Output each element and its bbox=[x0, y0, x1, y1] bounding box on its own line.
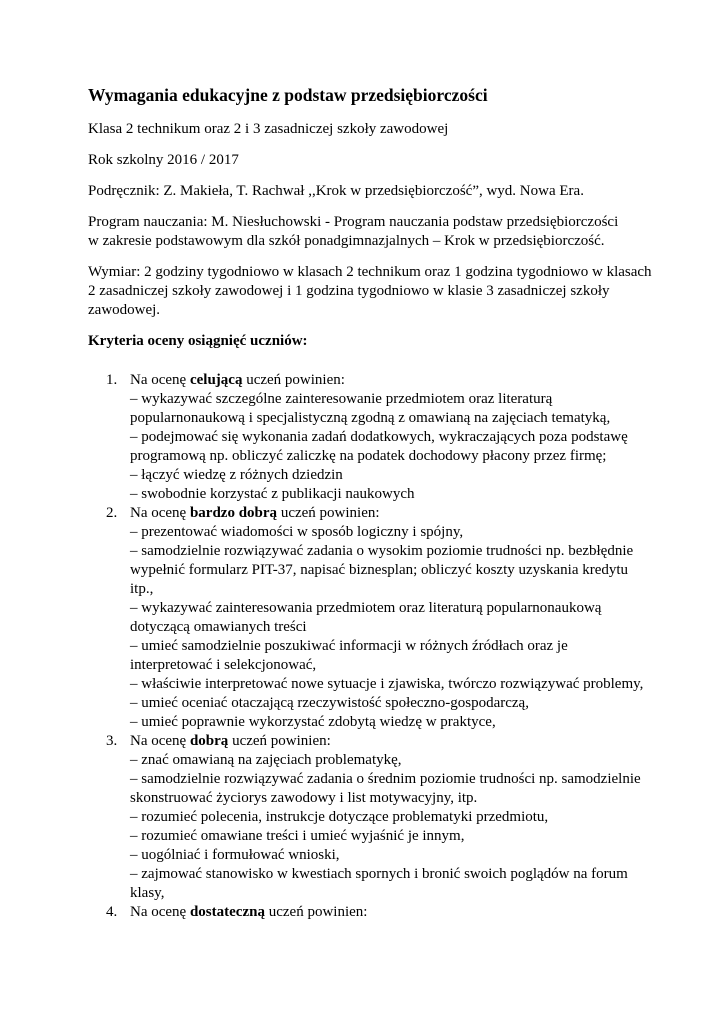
text-line: w zakresie podstawowym dla szkół ponadgimnazjalnych – Krok w przedsiębiorczość. bbox=[88, 233, 605, 249]
requirement-line: dotyczącą omawianych treści bbox=[130, 619, 307, 635]
criteria-item bbox=[88, 732, 648, 903]
requirement-line: – podejmować się wykonania zadań dodatkowych, wykraczających poza podstawę bbox=[130, 429, 628, 445]
requirement-line: – samodzielnie rozwiązywać zadania o średnim poziomie trudności np. samodzielnie bbox=[130, 771, 641, 787]
criteria-lead bbox=[130, 903, 648, 922]
criteria-list bbox=[88, 371, 648, 922]
requirement-line: interpretować i selekcjonować, bbox=[130, 657, 317, 673]
requirement-line: – wykazywać zainteresowania przedmiotem oraz literaturą popularnonaukową bbox=[130, 600, 602, 616]
list-number: 3. bbox=[106, 733, 118, 749]
document-title: Wymagania edukacyjne z podstaw przedsiębiorczości bbox=[88, 85, 488, 105]
requirement-line: – rozumieć polecenia, instrukcje dotyczące problematyki przedmiotu, bbox=[130, 809, 549, 825]
requirement-line: – właściwie interpretować nowe sytuacje i zjawiska, twórczo rozwiązywać problemy, bbox=[130, 676, 644, 692]
requirement-line: klasy, bbox=[130, 885, 165, 901]
lead-suffix: uczeń powinien: bbox=[264, 904, 368, 920]
class-info bbox=[88, 120, 648, 139]
grade-name: bardzo dobrą bbox=[189, 505, 278, 521]
requirement-line: – wykazywać szczególne zainteresowanie przedmiotem oraz literaturą bbox=[130, 391, 553, 407]
criteria-lead bbox=[130, 504, 648, 523]
requirement-line: skonstruować życiorys zawodowy i list motywacyjny, itp. bbox=[130, 790, 478, 806]
document-page bbox=[88, 84, 652, 922]
text-line: Rok szkolny 2016 / 2017 bbox=[88, 152, 239, 168]
criteria-item bbox=[88, 504, 648, 732]
list-number: 4. bbox=[106, 904, 118, 920]
text-line: 2 zasadniczej szkoły zawodowej i 1 godzina tygodniowo w klasie 3 zasadniczej szkoły bbox=[88, 283, 610, 299]
criteria-item bbox=[88, 371, 648, 504]
criteria-lead bbox=[130, 371, 648, 390]
requirement-line: – swobodnie korzystać z publikacji naukowych bbox=[130, 486, 415, 502]
lead-suffix: uczeń powinien: bbox=[228, 733, 331, 749]
text-line: Wymiar: 2 godziny tygodniowo w klasach 2 technikum oraz 1 godzina tygodniowo w klasach bbox=[88, 264, 652, 280]
lead-prefix: Na ocenę bbox=[130, 904, 190, 920]
requirement-line: – uogólniać i formułować wnioski, bbox=[130, 847, 340, 863]
text-line: Podręcznik: Z. Makieła, T. Rachwał ,,Krok w przedsiębiorczość”, wyd. Nowa Era. bbox=[88, 183, 584, 199]
text-line: Klasa 2 technikum oraz 2 i 3 zasadniczej szkoły zawodowej bbox=[88, 121, 449, 137]
lead-prefix: Na ocenę bbox=[130, 505, 190, 521]
requirement-line: – samodzielnie rozwiązywać zadania o wysokim poziomie trudności np. bezbłędnie bbox=[130, 543, 634, 559]
grade-name: celującą bbox=[189, 372, 243, 388]
list-number: 2. bbox=[106, 505, 118, 521]
grade-name: dobrą bbox=[189, 733, 229, 749]
requirement-line: – rozumieć omawiane treści i umieć wyjaśnić je innym, bbox=[130, 828, 465, 844]
grade-name: dostateczną bbox=[189, 904, 265, 920]
lead-suffix: uczeń powinien: bbox=[242, 372, 345, 388]
text-line: zawodowej. bbox=[88, 302, 161, 318]
requirement-line: – łączyć wiedzę z różnych dziedzin bbox=[130, 467, 343, 483]
requirement-line: programową np. obliczyć zaliczkę na podatek dochodowy płacony przez firmę; bbox=[130, 448, 607, 464]
requirement-line: – umieć oceniać otaczającą rzeczywistość społeczno-gospodarczą, bbox=[130, 695, 529, 711]
list-number: 1. bbox=[106, 372, 118, 388]
textbook-info bbox=[88, 182, 648, 201]
curriculum-info bbox=[88, 213, 648, 251]
requirement-line: – umieć poprawnie wykorzystać zdobytą wiedzę w praktyce, bbox=[130, 714, 496, 730]
requirement-line: wypełnić formularz PIT-37, napisać biznesplan; obliczyć koszty uzyskania kredytu bbox=[130, 562, 629, 578]
school-year bbox=[88, 151, 648, 170]
criteria-item bbox=[88, 903, 648, 922]
text-line: Program nauczania: M. Niesłuchowski - Program nauczania podstaw przedsiębiorczości bbox=[88, 214, 619, 230]
lead-suffix: uczeń powinien: bbox=[277, 505, 380, 521]
requirement-line: – prezentować wiadomości w sposób logiczny i spójny, bbox=[130, 524, 464, 540]
hours-info bbox=[88, 263, 652, 320]
criteria-lead bbox=[130, 732, 648, 751]
requirement-line: – umieć samodzielnie poszukiwać informacji w różnych źródłach oraz je bbox=[130, 638, 568, 654]
requirement-line: itp., bbox=[130, 581, 154, 597]
requirement-line: – zajmować stanowisko w kwestiach spornych i bronić swoich poglądów na forum bbox=[130, 866, 628, 882]
requirement-line: popularnonaukową i specjalistyczną zgodną z omawianą na zajęciach tematyką, bbox=[130, 410, 611, 426]
requirement-line: – znać omawianą na zajęciach problematykę, bbox=[130, 752, 402, 768]
lead-prefix: Na ocenę bbox=[130, 372, 190, 388]
lead-prefix: Na ocenę bbox=[130, 733, 190, 749]
criteria-heading: Kryteria oceny osiągnięć uczniów: bbox=[88, 333, 308, 349]
